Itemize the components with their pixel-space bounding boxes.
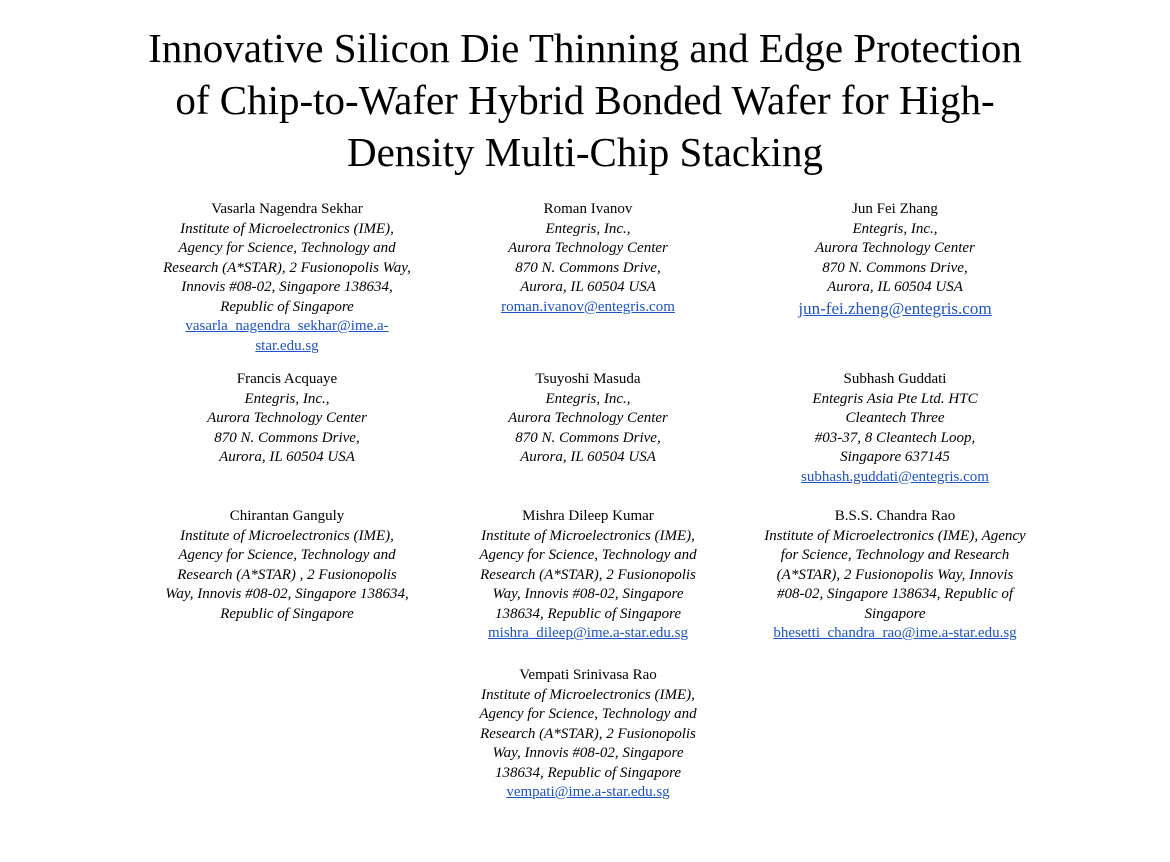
email-link[interactable]: roman.ivanov@entegris.com	[501, 298, 675, 315]
affiliation-line: Institute of Microelectronics (IME),	[481, 527, 695, 544]
title-line: Innovative Silicon Die Thinning and Edge Protection	[148, 25, 1022, 71]
affiliation-line: Singapore 637145	[840, 449, 950, 465]
affiliation-line: Agency for Science, Technology and	[479, 547, 697, 563]
author-block-ivanov	[433, 200, 743, 317]
affiliation-line: 870 N. Commons Drive,	[515, 429, 661, 446]
email-link[interactable]: mishra_dileep@ime.a-star.edu.sg	[487, 625, 688, 641]
email-link[interactable]: subhash.guddati@entegris.com	[801, 468, 989, 485]
affiliation-line: Entegris, Inc.,	[545, 220, 631, 237]
author-name: Chirantan Ganguly	[229, 508, 345, 524]
email-link[interactable]: vasarla_nagendra_sekhar@ime.a-	[185, 318, 389, 334]
affiliation-line: Aurora, IL 60504 USA	[219, 449, 355, 465]
affiliation-line: Institute of Microelectronics (IME),	[180, 220, 394, 237]
affiliation-line: Republic of Singapore	[220, 605, 354, 622]
affiliation-line: Aurora Technology Center	[508, 240, 668, 256]
author-name: Mishra Dileep Kumar	[522, 508, 654, 524]
affiliation-line: Innovis #08-02, Singapore 138634,	[181, 279, 393, 295]
title-line: Density Multi-Chip Stacking	[346, 129, 824, 175]
affiliation-line: Agency for Science, Technology and	[479, 706, 697, 722]
affiliation-line: #03-37, 8 Cleantech Loop,	[814, 429, 976, 446]
affiliation-line: Entegris Asia Pte Ltd. HTC	[812, 390, 978, 407]
affiliation-line: 870 N. Commons Drive,	[822, 259, 968, 276]
affiliation-line: Way, Innovis #08-02, Singapore	[492, 745, 684, 761]
author-block-chandra-rao	[730, 507, 1060, 644]
author-name: Vasarla Nagendra Sekhar	[211, 201, 363, 217]
title-line: of Chip-to-Wafer Hybrid Bonded Wafer for High-	[175, 77, 995, 123]
affiliation-line: Agency for Science, Technology and	[178, 240, 396, 256]
affiliation-line: for Science, Technology and Research	[780, 547, 1010, 563]
affiliation-line: Way, Innovis #08-02, Singapore	[492, 586, 684, 602]
affiliation-line: 138634, Republic of Singapore	[494, 605, 682, 622]
author-name: Subhash Guddati	[843, 371, 947, 387]
affiliation-line: 138634, Republic of Singapore	[494, 764, 682, 781]
author-name: Roman Ivanov	[543, 201, 633, 217]
affiliation-line: Singapore	[864, 605, 926, 622]
author-name: Francis Acquaye	[236, 371, 338, 387]
author-block-guddati	[740, 370, 1050, 487]
author-block-kumar	[433, 507, 743, 644]
affiliation-line: 870 N. Commons Drive,	[515, 259, 661, 276]
affiliation-line: Research (A*STAR) , 2 Fusionopolis	[177, 566, 397, 583]
author-name: B.S.S. Chandra Rao	[834, 508, 956, 524]
affiliation-line: Entegris, Inc.,	[852, 220, 938, 237]
email-link[interactable]: vempati@ime.a-star.edu.sg	[506, 784, 670, 800]
affiliation-line: Republic of Singapore	[220, 298, 354, 315]
affiliation-line: Entegris, Inc.,	[545, 390, 631, 407]
affiliation-line: Institute of Microelectronics (IME),	[180, 527, 394, 544]
author-block-masuda	[433, 370, 743, 468]
author-name: Tsuyoshi Masuda	[535, 371, 641, 387]
affiliation-line: Research (A*STAR), 2 Fusionopolis	[480, 566, 696, 583]
email-link[interactable]: star.edu.sg	[255, 337, 319, 354]
affiliation-line: 870 N. Commons Drive,	[214, 429, 360, 446]
email-link[interactable]: jun-fei.zheng@entegris.com	[798, 298, 992, 318]
affiliation-line: Aurora, IL 60504 USA	[827, 279, 963, 295]
affiliation-line: Institute of Microelectronics (IME), Agency	[764, 527, 1026, 544]
affiliation-line: Aurora Technology Center	[207, 410, 367, 426]
paper-title	[0, 22, 1170, 178]
affiliation-line: Research (A*STAR), 2 Fusionopolis	[480, 725, 696, 742]
affiliation-line: Aurora, IL 60504 USA	[520, 449, 656, 465]
email-link[interactable]: bhesetti_chandra_rao@ime.a-star.edu.sg	[773, 625, 1017, 641]
author-block-sekhar	[132, 200, 442, 356]
author-block-srinivasa-rao	[433, 666, 743, 803]
affiliation-line: Agency for Science, Technology and	[178, 547, 396, 563]
author-name: Jun Fei Zhang	[852, 201, 938, 217]
affiliation-line: Cleantech Three	[845, 410, 945, 426]
affiliation-line: Aurora, IL 60504 USA	[520, 279, 656, 295]
author-block-zhang	[740, 200, 1050, 320]
author-name: Vempati Srinivasa Rao	[519, 667, 657, 683]
author-block-acquaye	[132, 370, 442, 468]
affiliation-line: Aurora Technology Center	[508, 410, 668, 426]
affiliation-line: Institute of Microelectronics (IME),	[481, 686, 695, 703]
affiliation-line: (A*STAR), 2 Fusionopolis Way, Innovis	[776, 566, 1014, 583]
affiliation-line: Aurora Technology Center	[815, 240, 975, 256]
affiliation-line: Way, Innovis #08-02, Singapore 138634,	[165, 586, 409, 602]
author-block-ganguly	[132, 507, 442, 624]
affiliation-line: Research (A*STAR), 2 Fusionopolis Way,	[163, 259, 411, 276]
affiliation-line: Entegris, Inc.,	[244, 390, 330, 407]
affiliation-line: #08-02, Singapore 138634, Republic of	[776, 586, 1014, 602]
